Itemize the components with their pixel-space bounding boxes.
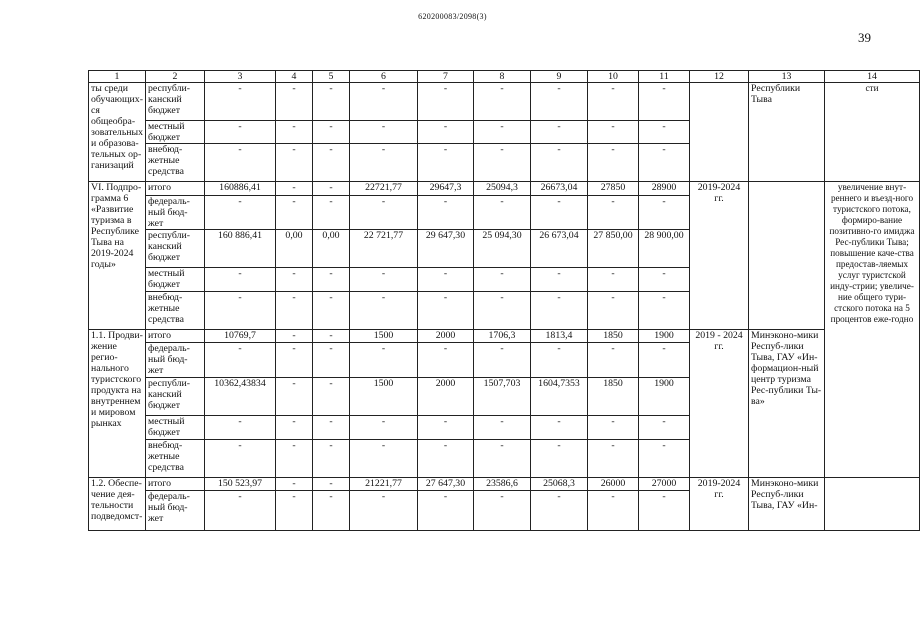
year-2020-cell: 0,00 [313, 230, 350, 268]
header-cell: 1 [89, 71, 146, 83]
year-2026-cell: - [639, 491, 690, 531]
year-2020-cell: - [313, 83, 350, 121]
year-2019-cell: - [276, 121, 313, 144]
program-funding-table [88, 70, 920, 531]
year-2021-cell: 21221,77 [350, 478, 418, 491]
year-2026-cell: 1900 [639, 330, 690, 343]
period-cell [690, 83, 749, 182]
year-2022-cell: - [418, 440, 474, 478]
year-2021-cell: - [350, 491, 418, 531]
year-2024-cell: - [531, 144, 588, 182]
year-2026-cell: 1900 [639, 378, 690, 416]
year-2020-cell: - [313, 343, 350, 378]
year-2026-cell: - [639, 416, 690, 440]
year-2026-cell: - [639, 440, 690, 478]
period-cell: 2019-2024 гг. [690, 478, 749, 531]
year-2021-cell: - [350, 416, 418, 440]
header-row [89, 71, 920, 83]
year-2025-cell: - [588, 416, 639, 440]
year-2019-cell: - [276, 491, 313, 531]
header-cell: 13 [749, 71, 825, 83]
year-2019-cell: - [276, 182, 313, 196]
year-2022-cell: - [418, 196, 474, 230]
total-amount-cell: - [205, 440, 276, 478]
total-amount-cell: 160886,41 [205, 182, 276, 196]
header-cell: 11 [639, 71, 690, 83]
year-2022-cell: - [418, 144, 474, 182]
funding-source-cell: федераль-ный бюд-жет [146, 491, 205, 531]
year-2025-cell: - [588, 83, 639, 121]
year-2022-cell: - [418, 343, 474, 378]
total-amount-cell: - [205, 292, 276, 330]
header-cell: 6 [350, 71, 418, 83]
year-2022-cell: 2000 [418, 330, 474, 343]
year-2023-cell: - [474, 416, 531, 440]
executor-cell: Республики Тыва [749, 83, 825, 182]
year-2026-cell: - [639, 343, 690, 378]
funding-source-cell: внебюд-жетные средства [146, 440, 205, 478]
year-2026-cell: - [639, 121, 690, 144]
year-2024-cell: - [531, 343, 588, 378]
total-amount-cell: - [205, 196, 276, 230]
expected-result-cell: увеличение внут-реннего и въезд-ного туристского потока, формиро-вание позитивно-го имиджа Рес-публики Тыва; повышение каче-ства предостав-ляемых услуг туристской инду-стрии; увеличе-ние общего тури-стского потока на 5 процентов еже-годно [825, 182, 920, 478]
year-2025-cell: - [588, 440, 639, 478]
executor-cell [749, 182, 825, 330]
year-2022-cell: - [418, 491, 474, 531]
expected-result-cell [825, 478, 920, 531]
funding-source-cell: республи-канский бюджет [146, 230, 205, 268]
table-row [89, 330, 920, 343]
year-2020-cell: - [313, 378, 350, 416]
header-cell: 12 [690, 71, 749, 83]
funding-source-cell: итого [146, 182, 205, 196]
year-2023-cell: - [474, 268, 531, 292]
year-2019-cell: - [276, 440, 313, 478]
funding-source-cell: федераль-ный бюд-жет [146, 343, 205, 378]
year-2024-cell: - [531, 491, 588, 531]
year-2025-cell: - [588, 292, 639, 330]
year-2019-cell: - [276, 83, 313, 121]
year-2022-cell: - [418, 83, 474, 121]
period-cell: 2019 - 2024 гг. [690, 330, 749, 478]
year-2024-cell: 1813,4 [531, 330, 588, 343]
year-2026-cell: - [639, 292, 690, 330]
year-2020-cell: - [313, 440, 350, 478]
header-cell: 3 [205, 71, 276, 83]
year-2024-cell: 25068,3 [531, 478, 588, 491]
year-2025-cell: 26000 [588, 478, 639, 491]
year-2022-cell: 27 647,30 [418, 478, 474, 491]
header-cell: 7 [418, 71, 474, 83]
total-amount-cell: 160 886,41 [205, 230, 276, 268]
year-2019-cell: - [276, 330, 313, 343]
total-amount-cell: - [205, 343, 276, 378]
year-2023-cell: - [474, 144, 531, 182]
total-amount-cell: - [205, 491, 276, 531]
funding-source-cell: республи-канский бюджет [146, 83, 205, 121]
year-2021-cell: - [350, 440, 418, 478]
year-2021-cell: - [350, 121, 418, 144]
total-amount-cell: 150 523,97 [205, 478, 276, 491]
year-2021-cell: - [350, 196, 418, 230]
table-row [89, 478, 920, 491]
expected-result-cell: сти [825, 83, 920, 182]
year-2023-cell: 23586,6 [474, 478, 531, 491]
year-2025-cell: 27 850,00 [588, 230, 639, 268]
funding-source-cell: местный бюджет [146, 121, 205, 144]
year-2021-cell: 1500 [350, 330, 418, 343]
document-code: 620200083/2098(3) [418, 12, 487, 21]
header-cell: 2 [146, 71, 205, 83]
header-cell: 14 [825, 71, 920, 83]
year-2023-cell: 1507,703 [474, 378, 531, 416]
year-2025-cell: - [588, 196, 639, 230]
year-2023-cell: - [474, 292, 531, 330]
year-2023-cell: - [474, 196, 531, 230]
executor-cell: Минэконо-мики Респуб-лики Тыва, ГАУ «Ин-формацион-ный центр туризма Рес-публики Ты-ва» [749, 330, 825, 478]
funding-source-cell: внебюд-жетные средства [146, 292, 205, 330]
header-cell: 5 [313, 71, 350, 83]
activity-name-cell: ты среди обучающих-ся общеобра-зовательных и образова-тельных ор-ганизаций [89, 83, 146, 182]
year-2020-cell: - [313, 196, 350, 230]
total-amount-cell: - [205, 416, 276, 440]
year-2022-cell: - [418, 268, 474, 292]
funding-source-cell: итого [146, 330, 205, 343]
year-2026-cell: 27000 [639, 478, 690, 491]
activity-name-cell: 1.1. Продви-жение регио-нального туристского продукта на внутреннем и мировом рынках [89, 330, 146, 478]
year-2026-cell: 28900 [639, 182, 690, 196]
year-2024-cell: - [531, 121, 588, 144]
year-2023-cell: - [474, 83, 531, 121]
year-2021-cell: - [350, 83, 418, 121]
year-2025-cell: 27850 [588, 182, 639, 196]
executor-cell: Минэконо-мики Респуб-лики Тыва, ГАУ «Ин- [749, 478, 825, 531]
year-2026-cell: - [639, 196, 690, 230]
year-2022-cell: - [418, 121, 474, 144]
year-2023-cell: 25094,3 [474, 182, 531, 196]
year-2020-cell: - [313, 292, 350, 330]
year-2021-cell: 22721,77 [350, 182, 418, 196]
year-2025-cell: - [588, 491, 639, 531]
year-2019-cell: - [276, 196, 313, 230]
year-2020-cell: - [313, 268, 350, 292]
total-amount-cell: 10362,43834 [205, 378, 276, 416]
activity-name-cell: 1.2. Обеспе-чение дея-тельности подведомст- [89, 478, 146, 531]
year-2022-cell: - [418, 292, 474, 330]
year-2021-cell: - [350, 268, 418, 292]
table-row [89, 182, 920, 196]
total-amount-cell: - [205, 268, 276, 292]
year-2026-cell: 28 900,00 [639, 230, 690, 268]
year-2026-cell: - [639, 83, 690, 121]
year-2020-cell: - [313, 478, 350, 491]
year-2019-cell: - [276, 378, 313, 416]
year-2023-cell: - [474, 491, 531, 531]
year-2020-cell: - [313, 491, 350, 531]
year-2024-cell: - [531, 292, 588, 330]
year-2024-cell: - [531, 83, 588, 121]
year-2024-cell: - [531, 268, 588, 292]
year-2019-cell: - [276, 478, 313, 491]
header-cell: 4 [276, 71, 313, 83]
year-2024-cell: - [531, 440, 588, 478]
year-2023-cell: 1706,3 [474, 330, 531, 343]
year-2025-cell: - [588, 343, 639, 378]
year-2023-cell: - [474, 440, 531, 478]
funding-source-cell: республи-канский бюджет [146, 378, 205, 416]
year-2025-cell: 1850 [588, 378, 639, 416]
year-2022-cell: 29647,3 [418, 182, 474, 196]
year-2019-cell: - [276, 268, 313, 292]
year-2021-cell: - [350, 292, 418, 330]
header-cell: 8 [474, 71, 531, 83]
year-2024-cell: - [531, 416, 588, 440]
total-amount-cell: - [205, 121, 276, 144]
funding-source-cell: федераль-ный бюд-жет [146, 196, 205, 230]
year-2022-cell: 2000 [418, 378, 474, 416]
total-amount-cell: 10769,7 [205, 330, 276, 343]
year-2020-cell: - [313, 416, 350, 440]
period-cell: 2019-2024 гг. [690, 182, 749, 330]
year-2024-cell: 26 673,04 [531, 230, 588, 268]
year-2026-cell: - [639, 144, 690, 182]
total-amount-cell: - [205, 144, 276, 182]
funding-source-cell: итого [146, 478, 205, 491]
year-2019-cell: - [276, 416, 313, 440]
year-2019-cell: - [276, 144, 313, 182]
year-2023-cell: - [474, 343, 531, 378]
year-2024-cell: 1604,7353 [531, 378, 588, 416]
year-2021-cell: 1500 [350, 378, 418, 416]
year-2025-cell: - [588, 144, 639, 182]
year-2022-cell: - [418, 416, 474, 440]
year-2026-cell: - [639, 268, 690, 292]
year-2021-cell: - [350, 144, 418, 182]
year-2021-cell: 22 721,77 [350, 230, 418, 268]
header-cell: 9 [531, 71, 588, 83]
header-cell: 10 [588, 71, 639, 83]
year-2024-cell: - [531, 196, 588, 230]
page-number: 39 [858, 30, 871, 45]
year-2023-cell: 25 094,30 [474, 230, 531, 268]
year-2020-cell: - [313, 330, 350, 343]
funding-source-cell: местный бюджет [146, 268, 205, 292]
year-2021-cell: - [350, 343, 418, 378]
year-2020-cell: - [313, 144, 350, 182]
year-2020-cell: - [313, 182, 350, 196]
year-2019-cell: - [276, 343, 313, 378]
year-2025-cell: 1850 [588, 330, 639, 343]
total-amount-cell: - [205, 83, 276, 121]
year-2025-cell: - [588, 121, 639, 144]
year-2019-cell: - [276, 292, 313, 330]
activity-name-cell: VI. Подпро-грамма 6 «Развитие туризма в Республике Тыва на 2019-2024 годы» [89, 182, 146, 330]
year-2020-cell: - [313, 121, 350, 144]
year-2019-cell: 0,00 [276, 230, 313, 268]
year-2022-cell: 29 647,30 [418, 230, 474, 268]
year-2024-cell: 26673,04 [531, 182, 588, 196]
funding-source-cell: местный бюджет [146, 416, 205, 440]
funding-source-cell: внебюд-жетные средства [146, 144, 205, 182]
year-2023-cell: - [474, 121, 531, 144]
table-row [89, 83, 920, 121]
year-2025-cell: - [588, 268, 639, 292]
